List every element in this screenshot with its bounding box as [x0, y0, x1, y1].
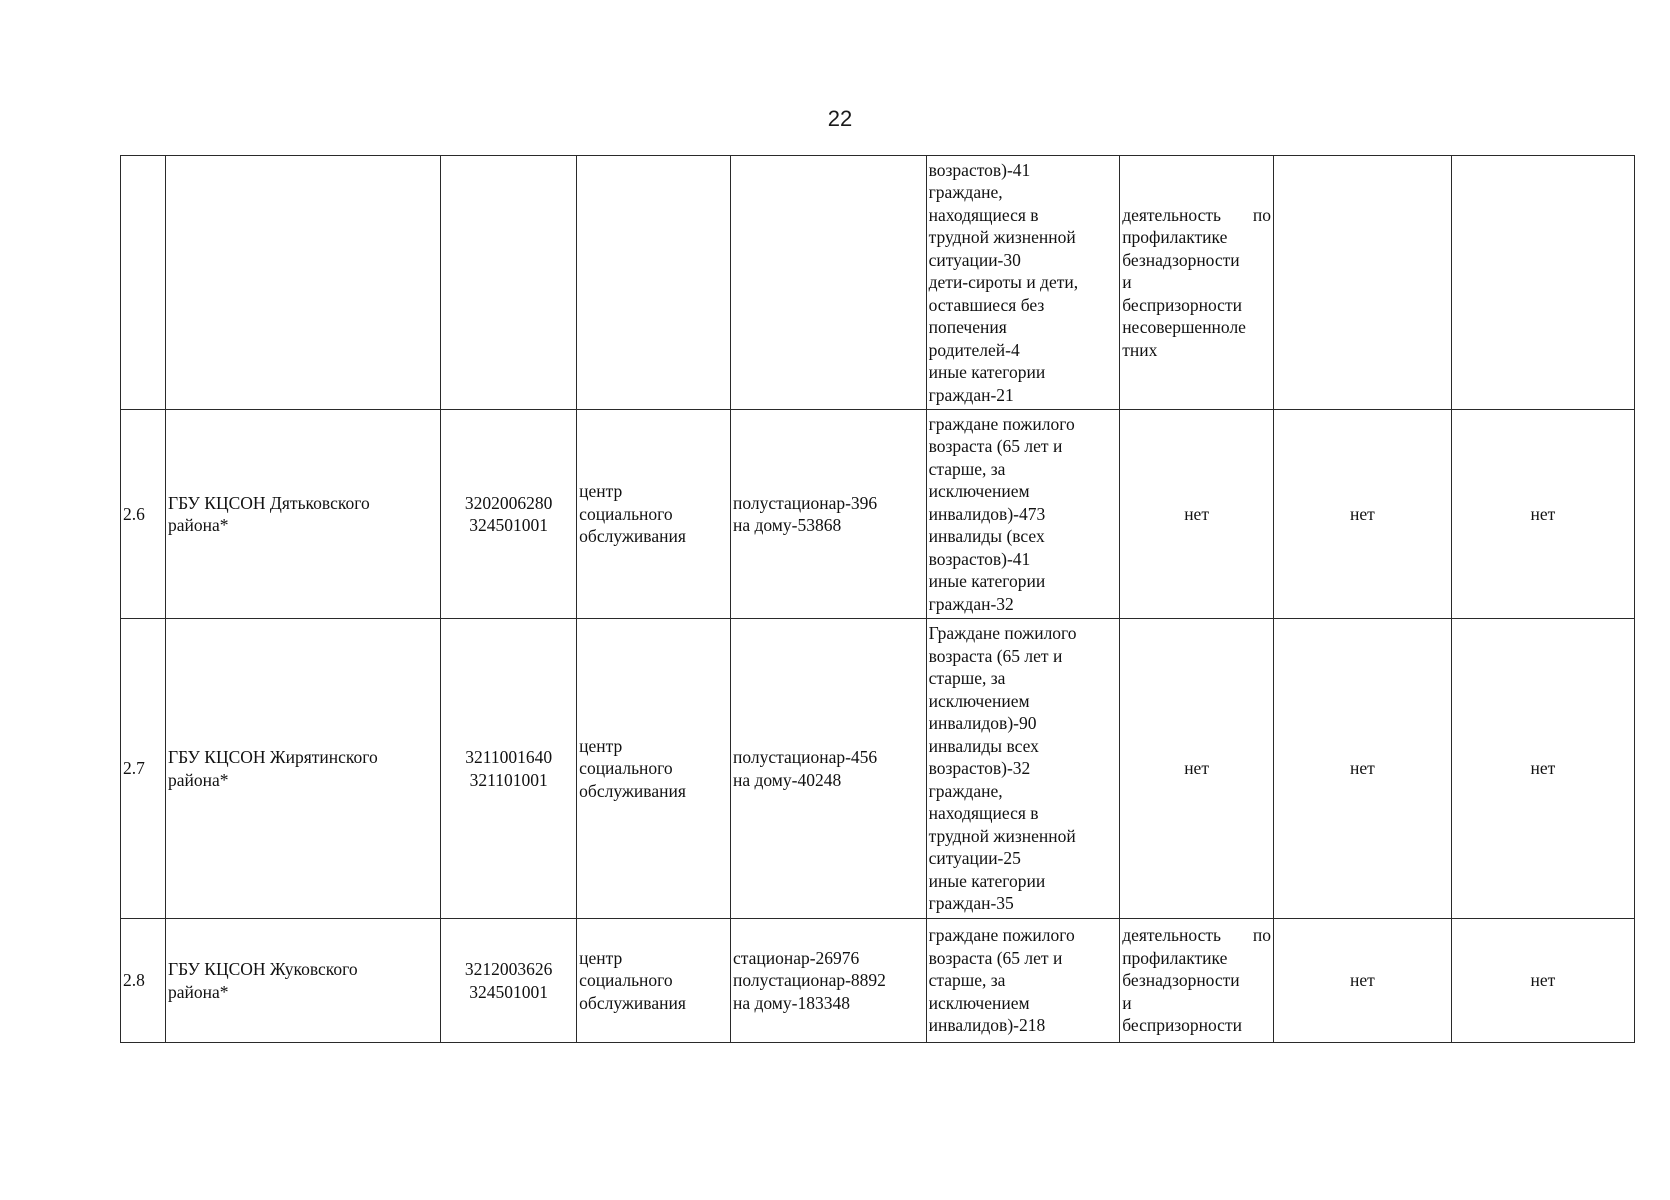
cell-organization-name: [165, 619, 440, 919]
activity-word: по: [1252, 204, 1271, 225]
cell-number: 2.6: [121, 410, 166, 619]
category-line: родителей-4: [928, 339, 1020, 360]
cell-column-9: нет: [1451, 919, 1634, 1043]
category-line: граждан-35: [928, 893, 1014, 914]
inn-value: 3211001640: [465, 747, 553, 767]
cell-column-9: нет: [1451, 410, 1634, 619]
category-line: возраста (65 лет и: [928, 947, 1063, 968]
category-line: возрастов)-41: [928, 548, 1031, 569]
cell-inn-kpp: [441, 410, 577, 619]
type-line: социального: [579, 503, 673, 524]
cell-additional-activity: нет: [1120, 410, 1274, 619]
type-line: обслуживания: [579, 992, 686, 1013]
cell-service-volumes: [730, 410, 926, 619]
volume-line: на дому-40248: [732, 769, 842, 790]
cell-service-volumes: [730, 156, 926, 410]
cell-organization-type: [577, 410, 731, 619]
type-line: обслуживания: [579, 780, 686, 801]
activity-first-line: [1122, 924, 1271, 947]
cell-service-volumes: [730, 619, 926, 919]
category-line: ситуации-30: [928, 249, 1021, 270]
page-number: 22: [827, 106, 853, 131]
category-line: возраста (65 лет и: [928, 645, 1063, 666]
category-line: возраста (65 лет и: [928, 436, 1063, 457]
cell-column-8: [1273, 156, 1451, 410]
activity-word: деятельность: [1122, 925, 1221, 946]
category-line: попечения: [928, 317, 1007, 338]
category-line: находящиеся в: [928, 803, 1039, 824]
volume-line: на дому-183348: [732, 992, 850, 1013]
cell-additional-activity: [1120, 919, 1274, 1043]
cell-organization-name: [165, 919, 440, 1043]
cell-recipient-categories: [926, 156, 1120, 410]
category-line: инвалиды (всех: [928, 526, 1045, 547]
cell-recipient-categories: [926, 919, 1120, 1043]
activity-line: несовершенноле: [1122, 317, 1246, 338]
cell-column-9: нет: [1451, 619, 1634, 919]
cell-organization-type: [577, 156, 731, 410]
category-line: граждане,: [928, 182, 1003, 203]
category-line: исключением: [928, 481, 1030, 502]
category-line: инвалидов)-473: [928, 503, 1046, 524]
category-line: иные категории: [928, 362, 1046, 383]
category-line: иные категории: [928, 571, 1046, 592]
category-line: исключением: [928, 690, 1030, 711]
table-row-continuation: [121, 156, 1635, 410]
cell-column-8: нет: [1273, 919, 1451, 1043]
category-line: инвалидов)-90: [928, 713, 1037, 734]
category-line: граждане,: [928, 780, 1003, 801]
volume-line: стационар-26976: [732, 947, 860, 968]
category-line: трудной жизненной: [928, 825, 1076, 846]
cell-service-volumes: [730, 919, 926, 1043]
activity-line: беспризорности: [1122, 1015, 1242, 1036]
activity-line: безнадзорности: [1122, 970, 1240, 991]
activity-line: тних: [1122, 339, 1158, 360]
category-line: старше, за: [928, 970, 1006, 991]
activity-first-line: [1122, 204, 1271, 227]
inn-value: 3202006280: [464, 492, 553, 513]
cell-additional-activity: нет: [1120, 619, 1274, 919]
cell-recipient-categories: [926, 410, 1120, 619]
category-line: инвалиды всех: [928, 735, 1039, 756]
type-line: обслуживания: [579, 526, 686, 547]
kpp-value: 321101001: [469, 769, 548, 790]
category-line: оставшиеся без: [928, 294, 1045, 315]
category-line: дети-сироты и дети,: [928, 272, 1079, 293]
name-line: района*: [167, 769, 229, 790]
table-row: [121, 619, 1635, 919]
volume-line: полустационар-8892: [732, 970, 886, 991]
cell-organization-type: [577, 619, 731, 919]
category-line: старше, за: [928, 458, 1006, 479]
name-line: ГБУ КЦСОН Дятьковского: [167, 492, 370, 513]
table-row: [121, 410, 1635, 619]
table-row: [121, 919, 1635, 1043]
category-line: иные категории: [928, 870, 1046, 891]
activity-line: профилактике: [1122, 947, 1228, 968]
name-line: ГБУ КЦСОН Жуковского: [167, 959, 358, 979]
type-line: центр: [579, 481, 623, 502]
kpp-value: 324501001: [469, 981, 549, 1002]
activity-line: и: [1122, 992, 1132, 1013]
category-line: Граждане пожилого: [928, 623, 1077, 644]
category-line: возрастов)-32: [928, 758, 1031, 779]
category-line: старше, за: [928, 668, 1006, 689]
kpp-value: 324501001: [469, 515, 549, 535]
category-line: инвалидов)-218: [928, 1015, 1046, 1036]
name-line: ГБУ КЦСОН Жирятинского: [167, 747, 378, 767]
cell-column-9: [1451, 156, 1634, 410]
cell-inn-kpp: [441, 619, 577, 919]
category-line: граждане пожилого: [928, 925, 1075, 946]
activity-word: по: [1252, 925, 1271, 946]
activity-line: беспризорности: [1122, 294, 1242, 315]
cell-column-8: нет: [1273, 619, 1451, 919]
registry-table: [120, 155, 1635, 1043]
cell-number: 2.8: [121, 919, 166, 1043]
activity-line: безнадзорности: [1122, 249, 1240, 270]
type-line: социального: [579, 970, 673, 991]
cell-organization-name: [165, 410, 440, 619]
cell-inn-kpp: [441, 156, 577, 410]
cell-number: [121, 156, 166, 410]
cell-additional-activity: [1120, 156, 1274, 410]
cell-recipient-categories: [926, 619, 1120, 919]
category-line: граждан-21: [928, 384, 1014, 405]
volume-line: на дому-53868: [732, 515, 842, 535]
name-line: района*: [167, 515, 229, 535]
category-line: исключением: [928, 992, 1030, 1013]
type-line: социального: [579, 758, 673, 779]
category-line: граждане пожилого: [928, 413, 1075, 434]
category-line: граждан-32: [928, 593, 1014, 614]
activity-line: профилактике: [1122, 227, 1228, 248]
name-line: района*: [167, 981, 229, 1002]
volume-line: полустационар-456: [732, 747, 878, 767]
category-line: ситуации-25: [928, 848, 1021, 869]
volume-line: полустационар-396: [732, 492, 878, 513]
activity-line: и: [1122, 272, 1132, 293]
inn-value: 3212003626: [464, 959, 553, 979]
cell-number: 2.7: [121, 619, 166, 919]
cell-organization-name: [165, 156, 440, 410]
type-line: центр: [579, 947, 623, 968]
category-line: трудной жизненной: [928, 227, 1076, 248]
activity-word: деятельность: [1122, 204, 1221, 225]
cell-organization-type: [577, 919, 731, 1043]
cell-inn-kpp: [441, 919, 577, 1043]
cell-column-8: нет: [1273, 410, 1451, 619]
category-line: находящиеся в: [928, 204, 1039, 225]
type-line: центр: [579, 735, 623, 756]
category-line: возрастов)-41: [928, 159, 1031, 180]
